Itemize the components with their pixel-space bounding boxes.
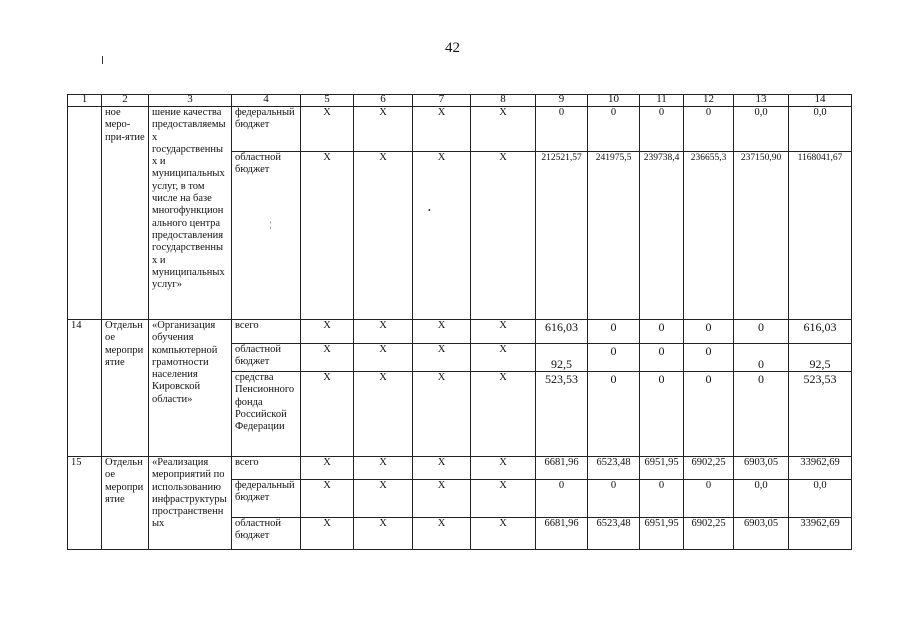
mark-cell: X [354,152,413,320]
value-cell: 92,5 [789,344,852,372]
event-name-cell: «Реализация мероприятий по использованию инфраструктуры пространственных [149,457,232,550]
value-cell: 0,0 [734,480,789,518]
table-row [68,320,852,344]
event-name-cell: шение качества предоставляемых государственных и муниципальных услуг, в том числе на базе многофункционального центра предоставления государственных и муниципальных услуг» [149,107,232,320]
value-cell: 0 [640,372,684,457]
value-cell: 0 [588,344,640,372]
budget-table [67,94,852,550]
event-name-cell: «Организация обучения компьютерной грамотности населения Кировской области» [149,320,232,457]
mark-cell: X [413,372,471,457]
mark-cell: X [413,107,471,152]
funding-source-cell: областной бюджет [232,344,301,372]
header-cell: 3 [149,95,232,107]
value-cell: 239738,4 [640,152,684,320]
mark-cell: X [301,372,354,457]
mark-cell: X [413,480,471,518]
event-type-cell: Отдельное мероприятие [102,457,149,550]
header-cell: 4 [232,95,301,107]
value-cell: 616,03 [536,320,588,344]
value-cell: 0 [684,372,734,457]
mark-cell: X [301,518,354,550]
value-cell: 0 [588,320,640,344]
value-cell: 0 [734,344,789,372]
scan-mark [102,56,103,64]
value-cell: 0,0 [789,480,852,518]
mark-cell: X [301,344,354,372]
header-cell: 2 [102,95,149,107]
funding-source-cell: областной бюджет [232,518,301,550]
header-cell: 9 [536,95,588,107]
value-cell: 0 [640,107,684,152]
value-cell: 0 [588,372,640,457]
header-cell: 7 [413,95,471,107]
value-cell: 0 [640,344,684,372]
funding-source-cell: всего [232,320,301,344]
value-cell: 237150,90 [734,152,789,320]
mark-cell: X [471,107,536,152]
funding-source-cell: федеральный бюджет [232,480,301,518]
mark-cell: X [354,518,413,550]
mark-cell: X [471,457,536,480]
value-cell: 0,0 [789,107,852,152]
row-number-cell [68,107,102,320]
value-cell: 212521,57 [536,152,588,320]
value-cell: 6951,95 [640,457,684,480]
mark-cell: X [354,320,413,344]
header-row [68,95,852,107]
value-cell: 241975,5 [588,152,640,320]
scan-speck: • [428,206,431,215]
value-cell: 6903,05 [734,518,789,550]
header-cell: 12 [684,95,734,107]
header-cell: 8 [471,95,536,107]
mark-cell: X [301,457,354,480]
mark-cell: X [413,152,471,320]
table-row [68,457,852,480]
value-cell: 0 [588,480,640,518]
mark-cell: X [354,372,413,457]
value-cell: 6951,95 [640,518,684,550]
mark-cell: X [471,152,536,320]
value-cell: 0 [640,320,684,344]
header-cell: 5 [301,95,354,107]
value-cell: 6523,48 [588,518,640,550]
funding-source-cell: федеральный бюджет [232,107,301,152]
mark-cell: X [354,107,413,152]
mark-cell: X [471,480,536,518]
header-cell: 10 [588,95,640,107]
value-cell: 523,53 [789,372,852,457]
value-cell: 0 [684,107,734,152]
value-cell: 0 [588,107,640,152]
scan-speck: ¦ [270,220,272,229]
mark-cell: X [354,457,413,480]
row-number-cell: 14 [68,320,102,457]
value-cell: 0 [536,107,588,152]
mark-cell: X [413,320,471,344]
header-cell: 11 [640,95,684,107]
mark-cell: X [413,344,471,372]
value-cell: 616,03 [789,320,852,344]
header-cell: 13 [734,95,789,107]
value-cell: 6681,96 [536,457,588,480]
value-cell: 6523,48 [588,457,640,480]
mark-cell: X [354,480,413,518]
value-cell: 0 [734,372,789,457]
header-cell: 1 [68,95,102,107]
row-number-cell: 15 [68,457,102,550]
mark-cell: X [354,344,413,372]
value-cell: 0 [684,480,734,518]
value-cell: 1168041,67 [789,152,852,320]
value-cell: 0 [536,480,588,518]
value-cell: 0 [734,320,789,344]
value-cell: 236655,3 [684,152,734,320]
value-cell: 0,0 [734,107,789,152]
value-cell: 33962,69 [789,518,852,550]
mark-cell: X [301,480,354,518]
value-cell: 92,5 [536,344,588,372]
value-cell: 0 [684,320,734,344]
value-cell: 523,53 [536,372,588,457]
event-type-cell: ное меро-при-ятие [102,107,149,320]
mark-cell: X [301,107,354,152]
header-cell: 6 [354,95,413,107]
mark-cell: X [471,344,536,372]
mark-cell: X [471,320,536,344]
value-cell: 0 [640,480,684,518]
value-cell: 33962,69 [789,457,852,480]
value-cell: 6903,05 [734,457,789,480]
value-cell: 0 [684,344,734,372]
mark-cell: X [413,518,471,550]
event-type-cell: Отдельное мероприятие [102,320,149,457]
funding-source-cell: всего [232,457,301,480]
mark-cell: X [301,152,354,320]
value-cell: 6681,96 [536,518,588,550]
mark-cell: X [471,518,536,550]
page-number: 42 [445,40,460,56]
mark-cell: X [471,372,536,457]
value-cell: 6902,25 [684,457,734,480]
header-cell: 14 [789,95,852,107]
funding-source-cell: областной бюджет [232,152,301,320]
table-row [68,107,852,152]
funding-source-cell: средства Пенсионного фонда Российской Федерации [232,372,301,457]
mark-cell: X [413,457,471,480]
value-cell: 6902,25 [684,518,734,550]
mark-cell: X [301,320,354,344]
